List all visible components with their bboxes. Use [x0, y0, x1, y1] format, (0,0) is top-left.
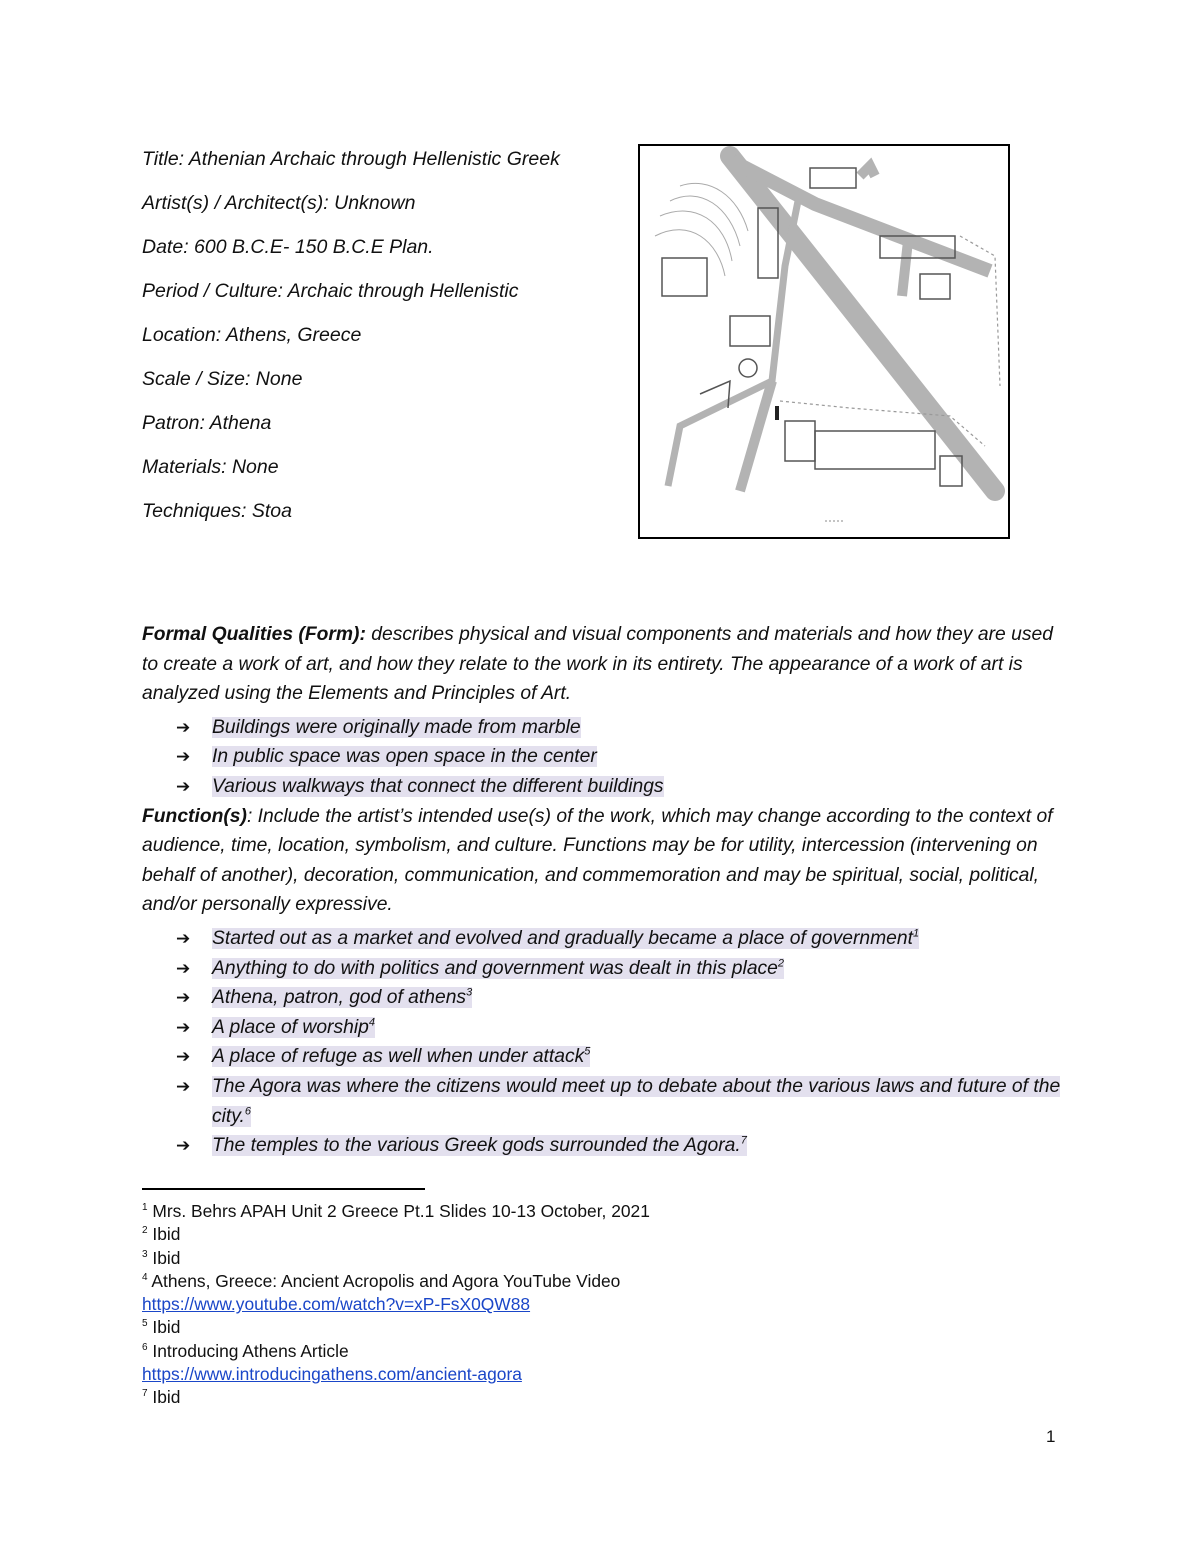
arrow-icon: ➔ — [176, 776, 191, 796]
form-paragraph — [142, 620, 1067, 709]
footnote-7: $^7$ Ibid — [142, 1387, 181, 1408]
footnote-5: $^5$ Ibid — [142, 1317, 181, 1338]
period-field: Period / Culture: Archaic through Hellenistic — [142, 280, 519, 302]
list-item: ➔ The temples to the various Greek gods surrounded the Agora.$^7$ — [176, 1131, 1067, 1161]
arrow-icon: ➔ — [176, 1047, 191, 1067]
form-description: describes physical and visual components and materials and how they are used to create a work of art, and how they relate to the work in its entirety. The appearance of a work of art is analyzed using the Elements and Principles of Art. — [142, 624, 1053, 705]
form-bullet-list — [142, 713, 1067, 802]
list-item: ➔ In public space was open space in the center — [176, 742, 1067, 772]
agora-site-plan-image — [638, 144, 1010, 539]
function-description: : Include the artist’s intended use(s) of the work, which may change according to the context of audience, time, location, symbolism, and culture. Functions may be for utility, intercession (intervening on behalf of another), decoration, communication, and commemoration and may be spiritual, social, political, and/or personally expressive. — [142, 805, 1053, 916]
footnotes — [142, 1200, 942, 1410]
arrow-icon: ➔ — [176, 988, 191, 1008]
materials-field: Materials: None — [142, 456, 279, 478]
function-paragraph — [142, 802, 1067, 920]
function-bullet-list — [142, 924, 1067, 1161]
list-item: ➔ A place of refuge as well when under attack$^5$ — [176, 1042, 1067, 1072]
footnote-ref[interactable]: 3 — [466, 986, 473, 999]
footnote-ref[interactable]: 7 — [740, 1134, 747, 1147]
footnote-6: $^6$ Introducing Athens Article — [142, 1340, 349, 1361]
arrow-icon: ➔ — [176, 717, 191, 737]
list-item: ➔ A place of worship$^4$ — [176, 1013, 1067, 1043]
footnote-ref[interactable]: 5 — [584, 1045, 591, 1058]
function-heading: Function(s) — [142, 805, 247, 827]
arrow-icon: ➔ — [176, 747, 191, 767]
list-item: ➔ Buildings were originally made from marble — [176, 713, 1067, 743]
date-field: Date: 600 B.C.E- 150 B.C.E Plan. — [142, 236, 434, 258]
list-item: ➔ Various walkways that connect the different buildings — [176, 772, 1067, 802]
list-item: ➔ The Agora was where the citizens would meet up to debate about the various laws and future of the city.$^6$ — [176, 1072, 1067, 1131]
list-item: ➔ Anything to do with politics and government was dealt in this place$^2$ — [176, 954, 1067, 984]
arrow-icon: ➔ — [176, 928, 191, 948]
artist-field: Artist(s) / Architect(s): Unknown — [142, 192, 416, 214]
footnote-ref[interactable]: 2 — [777, 957, 785, 970]
youtube-link[interactable]: https://www.youtube.com/watch?v=xP-FsX0QW88 — [142, 1294, 531, 1315]
page-number: 1 — [1046, 1427, 1056, 1446]
arrow-icon: ➔ — [176, 1136, 191, 1156]
techniques-field: Techniques: Stoa — [142, 500, 292, 522]
scale-field: Scale / Size: None — [142, 368, 303, 390]
introducing-athens-link[interactable]: https://www.introducingathens.com/ancient-agora — [142, 1364, 522, 1385]
footnote-2: $^2$ Ibid — [142, 1224, 181, 1245]
list-item: ➔ Athena, patron, god of athens$^3$ — [176, 983, 1067, 1013]
footnote-divider — [142, 1188, 425, 1190]
title-field: Title: Athenian Archaic through Hellenistic Greek — [142, 148, 560, 170]
artwork-metadata — [142, 141, 602, 537]
footnote-3: $^3$ Ibid — [142, 1247, 181, 1268]
arrow-icon: ➔ — [176, 1017, 191, 1037]
arrow-icon: ➔ — [176, 1076, 191, 1096]
agora-site-plan-icon — [640, 146, 1008, 537]
arrow-icon: ➔ — [176, 958, 191, 978]
form-heading: Formal Qualities (Form): — [142, 624, 366, 645]
footnote-4: $^4$ Athens, Greece: Ancient Acropolis and Agora YouTube Video — [142, 1270, 621, 1291]
analysis-section — [142, 620, 1067, 1161]
location-field: Location: Athens, Greece — [142, 324, 362, 346]
list-item: ➔ Started out as a market and evolved and gradually became a place of government$^1$ — [176, 924, 1067, 954]
footnote-ref[interactable]: 6 — [244, 1105, 251, 1118]
footnote-1: $^1$ Mrs. Behrs APAH Unit 2 Greece Pt.1 Slides 10-13 October, 2021 — [142, 1201, 650, 1221]
footnote-ref[interactable]: 1 — [912, 927, 920, 940]
footnote-ref[interactable]: 4 — [368, 1016, 375, 1029]
patron-field: Patron: Athena — [142, 412, 272, 434]
